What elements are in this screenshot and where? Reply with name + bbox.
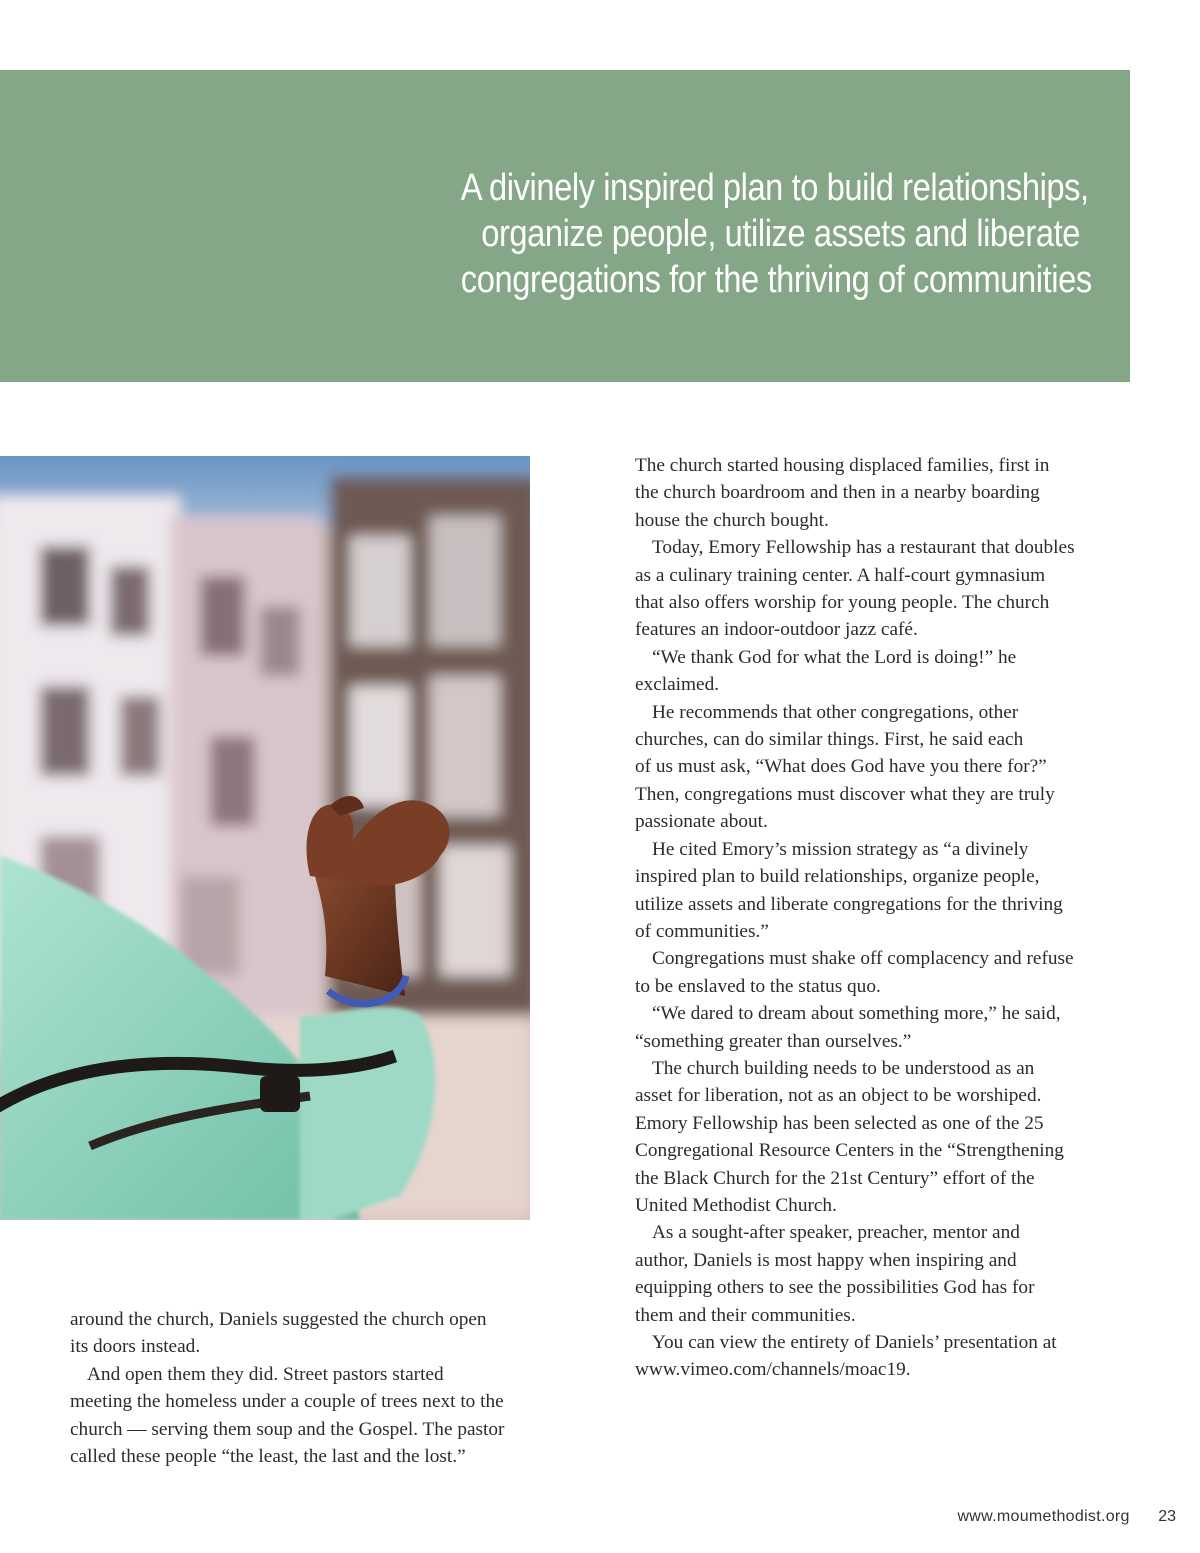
footer-url: www.moumethodist.org xyxy=(957,1508,1130,1525)
paragraph xyxy=(635,1329,1135,1384)
text-line: features an indoor-outdoor jazz café. xyxy=(635,619,918,641)
paragraph xyxy=(635,534,1135,644)
paragraph xyxy=(635,452,1135,534)
page-footer xyxy=(957,1508,1176,1526)
text-line: its doors instead. xyxy=(70,1336,201,1358)
text-line: called these people “the least, the last and the lost.” xyxy=(70,1446,466,1468)
text-line: meeting the homeless under a couple of trees next to the xyxy=(70,1391,504,1413)
text-line: He cited Emory’s mission strategy as “a divinely xyxy=(652,838,1029,860)
paragraph xyxy=(635,1219,1135,1329)
text-line: The church started housing displaced families, first in xyxy=(635,455,1050,476)
text-line: exclaimed. xyxy=(635,674,720,696)
paragraph xyxy=(635,1055,1135,1219)
text-line: around the church, Daniels suggested the church open xyxy=(70,1309,487,1330)
article-column-left xyxy=(70,1306,570,1470)
text-line: house the church bought. xyxy=(635,509,829,531)
presentation-link: www.vimeo.com/channels/moac19. xyxy=(635,1359,911,1381)
text-line: the Black Church for the 21st Century” effort of the xyxy=(635,1167,1035,1189)
text-line: United Methodist Church. xyxy=(635,1194,837,1216)
paragraph xyxy=(635,1000,1135,1055)
text-line: “something greater than ourselves.” xyxy=(635,1030,912,1052)
pullquote-banner xyxy=(0,70,1130,382)
text-line: Congregations must shake off complacency and refuse xyxy=(652,948,1074,970)
text-line: utilize assets and liberate congregations for the thriving xyxy=(635,893,1063,915)
text-line: them and their communities. xyxy=(635,1304,856,1326)
text-line: inspired plan to build relationships, organize people, xyxy=(635,866,1040,888)
text-line: Today, Emory Fellowship has a restaurant that doubles xyxy=(652,537,1075,559)
text-line: church — serving them soup and the Gospel. The pastor xyxy=(70,1418,505,1440)
paragraph xyxy=(635,644,1135,699)
text-line: Emory Fellowship has been selected as one of the 25 xyxy=(635,1112,1044,1134)
text-line: The church building needs to be understood as an xyxy=(652,1057,1035,1079)
pullquote xyxy=(460,165,1092,303)
text-line: “We thank God for what the Lord is doing!” he xyxy=(652,646,1017,668)
text-line: asset for liberation, not as an object to be worshiped. xyxy=(635,1085,1042,1107)
pullquote-line: A divinely inspired plan to build relationships, xyxy=(460,167,1089,209)
text-line: that also offers worship for young people. The church xyxy=(635,592,1050,614)
text-line: He recommends that other congregations, other xyxy=(652,701,1019,723)
text-line: author, Daniels is most happy when inspiring and xyxy=(635,1249,1017,1271)
text-line: the church boardroom and then in a nearby boarding xyxy=(635,482,1040,504)
text-line: churches, can do similar things. First, he said each xyxy=(635,729,1024,751)
text-line: Then, congregations must discover what they are truly xyxy=(635,783,1055,805)
article-column-right xyxy=(635,452,1135,1384)
text-line: And open them they did. Street pastors started xyxy=(87,1363,444,1385)
pullquote-line: organize people, utilize assets and liberate xyxy=(481,213,1081,255)
text-line: You can view the entirety of Daniels’ presentation at xyxy=(652,1332,1057,1353)
text-line: Congregational Resource Centers in the “Strengthening xyxy=(635,1140,1064,1162)
text-line: “We dared to dream about something more,” he said, xyxy=(652,1003,1061,1025)
pullquote-line: congregations for the thriving of communities xyxy=(460,259,1092,301)
text-line: of communities.” xyxy=(635,920,769,942)
paragraph xyxy=(70,1361,570,1471)
text-line: passionate about. xyxy=(635,811,768,833)
paragraph xyxy=(70,1306,570,1361)
paragraph xyxy=(635,699,1135,836)
text-line: equipping others to see the possibilities God has for xyxy=(635,1277,1035,1299)
paragraph xyxy=(635,945,1135,1000)
text-line: of us must ask, “What does God have you there for?” xyxy=(635,756,1047,778)
text-line: As a sought-after speaker, preacher, mentor and xyxy=(652,1222,1020,1244)
photo-pastor-raised-hand xyxy=(0,456,530,1220)
text-line: to be enslaved to the status quo. xyxy=(635,975,881,997)
text-line: as a culinary training center. A half-court gymnasium xyxy=(635,564,1046,586)
page-number: 23 xyxy=(1158,1508,1176,1525)
paragraph xyxy=(635,836,1135,946)
